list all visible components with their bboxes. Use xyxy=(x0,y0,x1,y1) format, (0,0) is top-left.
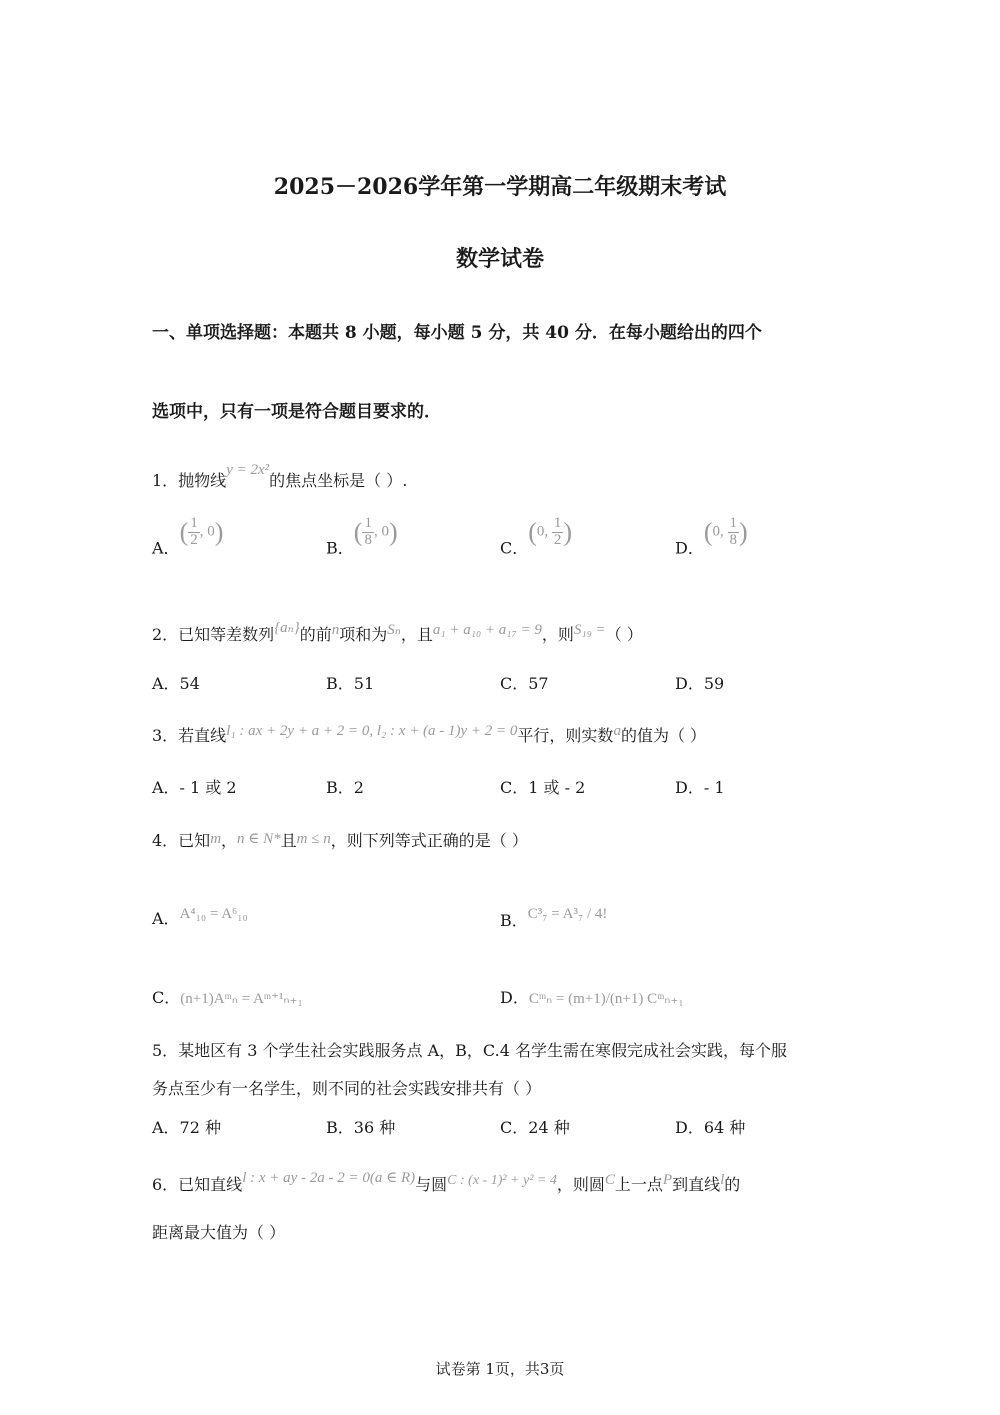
q3-option-b: B．2 xyxy=(326,778,364,797)
question-3: 3．若直线l₁ : ax + 2y + a + 2 = 0, l₂ : x + (a - 1)y + 2 = 0平行，则实数a的值为（ ） xyxy=(152,723,707,745)
q2-option-b: B．51 xyxy=(326,674,375,693)
q5-option-d: D．64 种 xyxy=(675,1118,746,1137)
question-2: 2．已知等差数列{aₙ}的前n项和为Sₙ，且a₁ + a₁₀ + a₁₇ = 9，则S₁₉ =（ ） xyxy=(152,620,643,644)
question-1 xyxy=(152,462,407,491)
page-footer: 试卷第 1页，共3页 xyxy=(435,1360,565,1378)
q1-suffix: 的焦点坐标是（ ）. xyxy=(269,471,408,490)
question-6-line2: 距离最大值为（ ） xyxy=(152,1223,286,1242)
q2-option-d: D．59 xyxy=(675,674,725,693)
question-6-line1: 6．已知直线l : x + ay - 2a - 2 = 0(a ∈ R)与圆C : (x - 1)² + y² = 4，则圆C上一点P到直线l的 xyxy=(152,1170,741,1194)
section-heading-line1: 一、单项选择题：本题共 8 小题，每小题 5 分，共 40 分．在每小题给出的四个 xyxy=(152,323,762,343)
exam-title: 2025－2026学年第一学期高二年级期末考试 xyxy=(273,174,727,200)
q4-option-b: B．C³₇ = A³₇ / 4! xyxy=(500,906,608,930)
q4-option-d: D．Cᵐₙ = (m+1)/(n+1) Cᵐₙ₊₁ xyxy=(500,988,684,1007)
q1-option-a: A．( $\frac{1}{2}$ , 0) xyxy=(152,515,224,558)
q1-option-b: B．( $\frac{1}{8}$ , 0) xyxy=(326,515,398,558)
q5-option-c: C．24 种 xyxy=(500,1118,570,1137)
q1-formula: y = 2x² xyxy=(226,462,270,478)
q4-option-a: A．A⁴₁₀ = A⁶₁₀ xyxy=(152,906,248,928)
q4-option-c: C．(n+1)Aᵐₙ = Aᵐ⁺¹ₙ₊₁ xyxy=(152,988,303,1007)
q1-prefix: 1．抛物线 xyxy=(152,471,227,490)
question-5-line1: 5．某地区有 3 个学生社会实践服务点 A，B，C.4 名学生需在寒假完成社会实践，每个服 xyxy=(152,1041,787,1060)
section-heading-line2: 选项中，只有一项是符合题目要求的． xyxy=(152,402,441,422)
q5-option-a: A．72 种 xyxy=(152,1118,222,1137)
q1-option-c: C．(0, $\frac{1}{2}$ ) xyxy=(500,515,573,558)
q3-option-d: D．- 1 xyxy=(675,778,725,797)
q5-option-b: B．36 种 xyxy=(326,1118,396,1137)
q3-option-a: A．- 1 或 2 xyxy=(152,778,237,797)
q2-option-c: C．57 xyxy=(500,674,549,693)
q1-option-d: D．(0, $\frac{1}{8}$ ) xyxy=(675,515,748,558)
q2-option-a: A．54 xyxy=(152,674,200,693)
question-4: 4．已知m，n ∈ N*且m ≤ n，则下列等式正确的是（ ） xyxy=(152,831,528,850)
question-5-line2: 务点至少有一名学生，则不同的社会实践安排共有（ ） xyxy=(152,1079,542,1098)
q3-option-c: C．1 或 - 2 xyxy=(500,778,586,797)
exam-subtitle: 数学试卷 xyxy=(455,246,544,272)
